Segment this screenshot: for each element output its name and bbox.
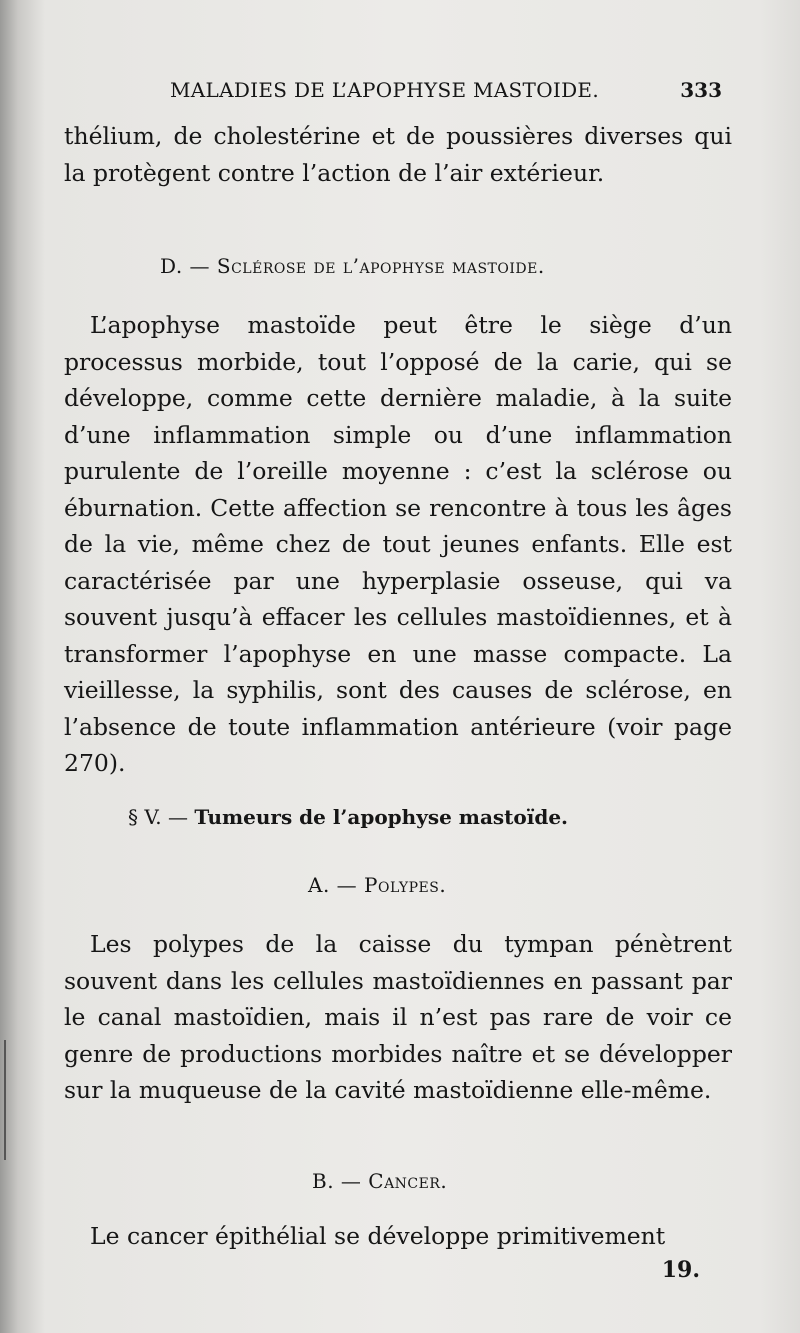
paragraph-cancer <box>64 1218 732 1255</box>
section-heading-b: B. — Cancer. <box>312 1169 448 1193</box>
paragraph-polypes <box>64 926 732 1109</box>
page-header <box>170 78 730 110</box>
paragraph-text: thélium, de cholestérine et de poussières diverses qui la protègent contre l’action de l’air extérieur. <box>64 122 732 187</box>
paragraph-text: L’apophyse mastoïde peut être le siège d’un processus morbide, tout l’opposé de la carie, qui se développe, comme cette dernière maladie, à la suite d’une inflammation simple ou d’une inflammation purulente de l’oreille moyenne : c’est la sclérose ou éburnation. Cette affection se rencontre à tous les âges de la vie, même chez de tout jeunes enfants. Elle est caractérisée par une hyperplasie osseuse, qui va souvent jusqu’à effacer les cellules mastoïdiennes, et à transformer l’apophyse en une masse compacte. La vieillesse, la syphilis, sont des causes de sclérose, en l’absence de toute inflammation antérieure (voir page 270). <box>64 311 732 777</box>
page-number: 333 <box>680 78 722 102</box>
paragraph-text: Les polypes de la caisse du tympan pénètrent souvent dans les cellules mastoïdiennes en passant par le canal mastoïdien, mais il n’est pas rare de voir ce genre de productions morbides naître et se développer sur la muqueuse de la cavité mastoïdienne elle-même. <box>64 930 732 1104</box>
margin-rule <box>4 1040 6 1160</box>
section-heading-v <box>128 805 568 829</box>
section-heading-d: D. — Sclérose de l’apophyse mastoide. <box>160 254 545 278</box>
signature-mark: 19. <box>661 1257 700 1283</box>
section-prefix: § V. — <box>128 805 189 829</box>
running-title: MALADIES DE L’APOPHYSE MASTOIDE. <box>170 78 599 102</box>
section-heading-a: A. — Polypes. <box>308 873 447 897</box>
paragraph-continuation <box>64 118 732 191</box>
paragraph-sclerose <box>64 307 732 782</box>
section-title: Tumeurs de l’apophyse mastoïde. <box>194 805 569 829</box>
paragraph-text: Le cancer épithélial se développe primitivement <box>90 1222 666 1250</box>
